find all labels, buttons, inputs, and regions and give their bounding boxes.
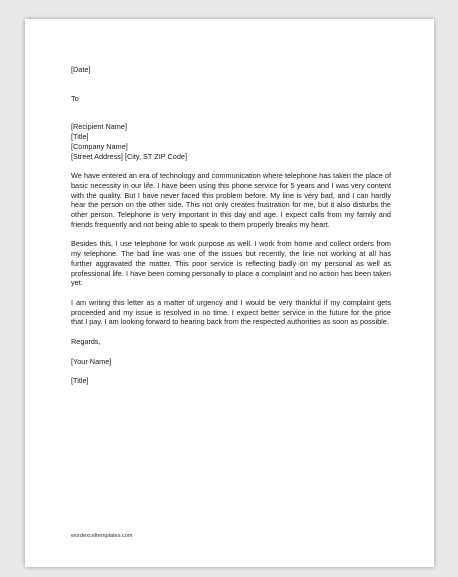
- paragraph-3: I am writing this letter as a matter of urgency and I would be very thankful if my complaint gets proceeded and my issue is resolved in no time. I expect better service in the future for the price that I pay. I am looking forward to hearing back from the respected authorities as soon as possible.: [71, 297, 391, 327]
- letter-body: [71, 65, 391, 386]
- recipient-title: [Title]: [71, 132, 89, 142]
- street-address: [Street Address] [City, ST ZIP Code]: [71, 151, 187, 161]
- paragraph-1: We have entered an era of technology and communication where telephone has taken the place of basic necessity in our life. I have been using this phone service for 5 years and I was very content with the quality. But I have never faced this problem before. My line is very bad, and I can hardly hear the person on the other side. This not only creates frustration for me, but it also disturbs the other person. Telephone is very important in this day and age. I expect calls from my family and friends frequently and not being able to speak to them properly breaks my heart.: [71, 171, 391, 229]
- footer-website: wordexceltemplates.com: [71, 533, 133, 539]
- paragraph-2: Besides this, I use telephone for work purpose as well. I work from home and collect orders from my telephone. The bad line was one of the issues but recently, the line not working at all has further aggravated the matter. This poor service is reflecting badly on my personal as well as professional life. I have been coming personally to place a complaint and no action has been taken yet.: [71, 239, 391, 288]
- sender-name: [Your Name]: [71, 356, 112, 366]
- date-placeholder: [Date]: [71, 65, 91, 74]
- company-name: [Company Name]: [71, 141, 128, 151]
- recipient-name: [Recipient Name]: [71, 122, 127, 132]
- closing: Regards,: [71, 337, 101, 347]
- sender-title: [Title]: [71, 376, 89, 386]
- letter-page: [25, 19, 434, 567]
- to-label: To: [71, 93, 79, 103]
